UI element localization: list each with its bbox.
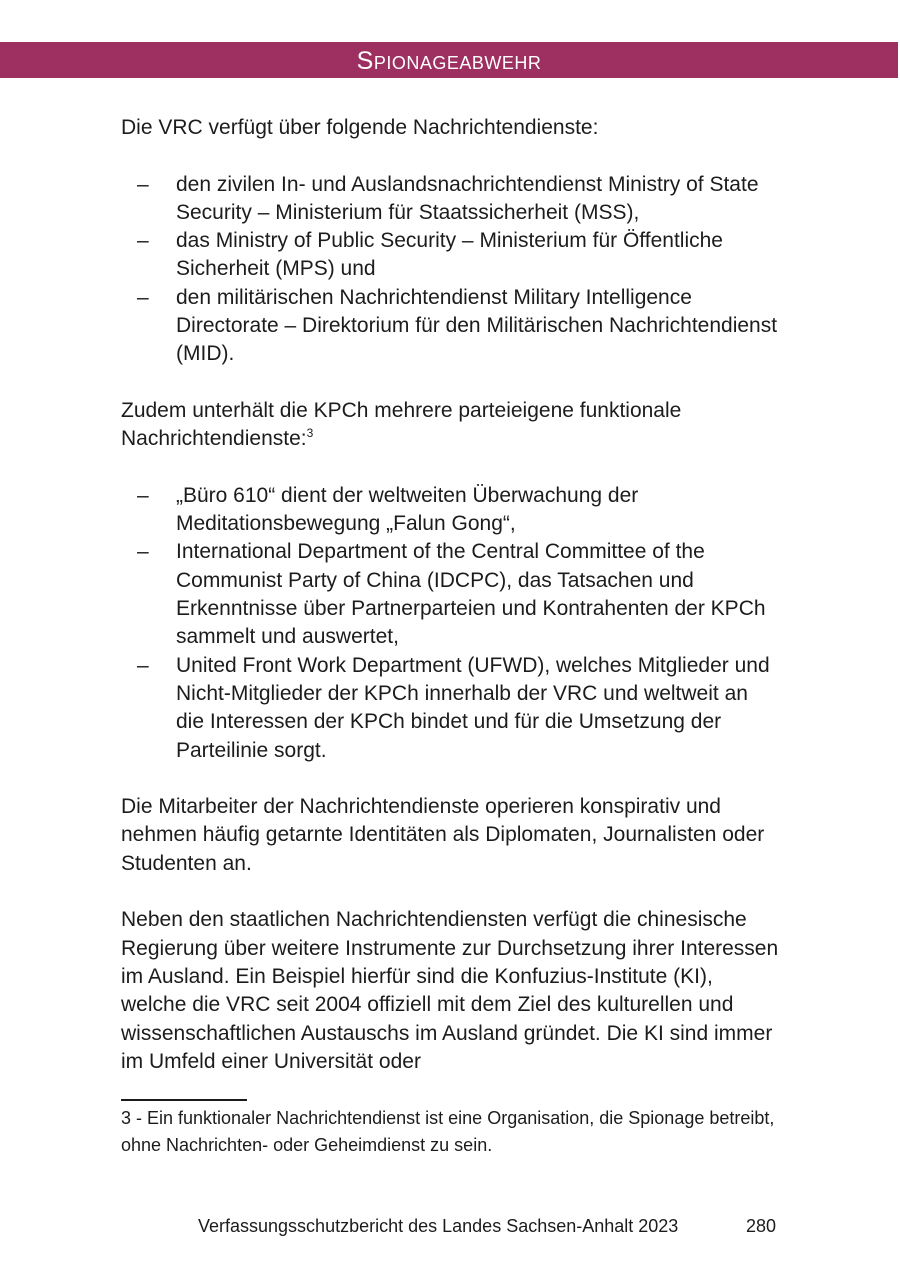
- dash-bullet: –: [137, 285, 149, 309]
- paragraph-instruments: Neben den staatlichen Nachrichtendiensten verfügt die chinesische Regierung über weitere Instrumente zur Durchsetzung ihrer Interessen im Ausland. Ein Beispiel hierfür sind die Konfuzius-Institute (KI), welche die VRC seit 2004 offiziell mit dem Ziel des kulturellen und wissenschaftlichen Austauschs im Ausland gründet. Die KI sind immer im Umfeld einer Universität oder: [121, 908, 779, 1073]
- dash-bullet: –: [137, 653, 149, 677]
- state-services-list: [121, 171, 781, 369]
- list-item: [121, 652, 781, 765]
- list-item: [121, 227, 781, 284]
- list-item-text: „Büro 610“ dient der weltweiten Überwachung der Meditationsbewegung „Falun Gong“,: [176, 483, 639, 536]
- footnote-divider: [121, 1099, 247, 1101]
- list-item-text: International Department of the Central Committee of the Communist Party of China (IDCPC), das Tatsachen und Erkenntnisse über Partnerparteien und Kontrahenten der KPCh sammelt und auswertet,: [176, 540, 766, 649]
- dash-bullet: –: [137, 540, 149, 564]
- dash-bullet: –: [137, 172, 149, 196]
- footnote-reference[interactable]: 3: [306, 426, 314, 441]
- footer-publication-title: Verfassungsschutzbericht des Landes Sachsen-Anhalt 2023: [198, 1216, 679, 1236]
- list-item: [121, 171, 781, 228]
- main-text: [121, 114, 781, 1076]
- page-number: 280: [746, 1216, 777, 1236]
- list-item: [121, 482, 781, 539]
- paragraph-intro-state-services: Die VRC verfügt über folgende Nachrichtendienste:: [121, 116, 599, 139]
- list-item: [121, 284, 781, 369]
- party-services-list: [121, 482, 781, 765]
- list-item-text: den militärischen Nachrichtendienst Military Intelligence Directorate – Direktorium für den Militärischen Nachrichtendienst (MID).: [176, 285, 778, 366]
- list-item-text: den zivilen In- und Auslandsnachrichtendienst Ministry of State Security – Ministerium für Staatssicherheit (MSS),: [176, 172, 759, 224]
- paragraph-intro-party-services: [121, 397, 781, 454]
- dash-bullet: –: [137, 229, 149, 253]
- dash-bullet: –: [137, 483, 149, 507]
- paragraph-text: Zudem unterhält die KPCh mehrere parteieigene funktionale Nachrichtendienste:: [121, 398, 682, 451]
- list-item: [121, 538, 781, 651]
- list-item-text: United Front Work Department (UFWD), welches Mitglieder und Nicht-Mitglieder der KPCh innerhalb der VRC und weltweit an die Interessen der KPCh bindet und für die Umsetzung der Parteilinie sorgt.: [176, 653, 770, 762]
- section-title: Spionageabwehr: [356, 47, 542, 75]
- footnote-text: 3 - Ein funktionaler Nachrichtendienst ist eine Organisation, die Spionage betreibt, ohne Nachrichten- oder Geheimdienst zu sein.: [121, 1108, 775, 1155]
- list-item-text: das Ministry of Public Security – Ministerium für Öffentliche Sicherheit (MPS) und: [176, 229, 723, 281]
- paragraph-employees: Die Mitarbeiter der Nachrichtendienste operieren konspirativ und nehmen häufig getarnte Identitäten als Diplomaten, Journalisten oder Studenten an.: [121, 795, 765, 875]
